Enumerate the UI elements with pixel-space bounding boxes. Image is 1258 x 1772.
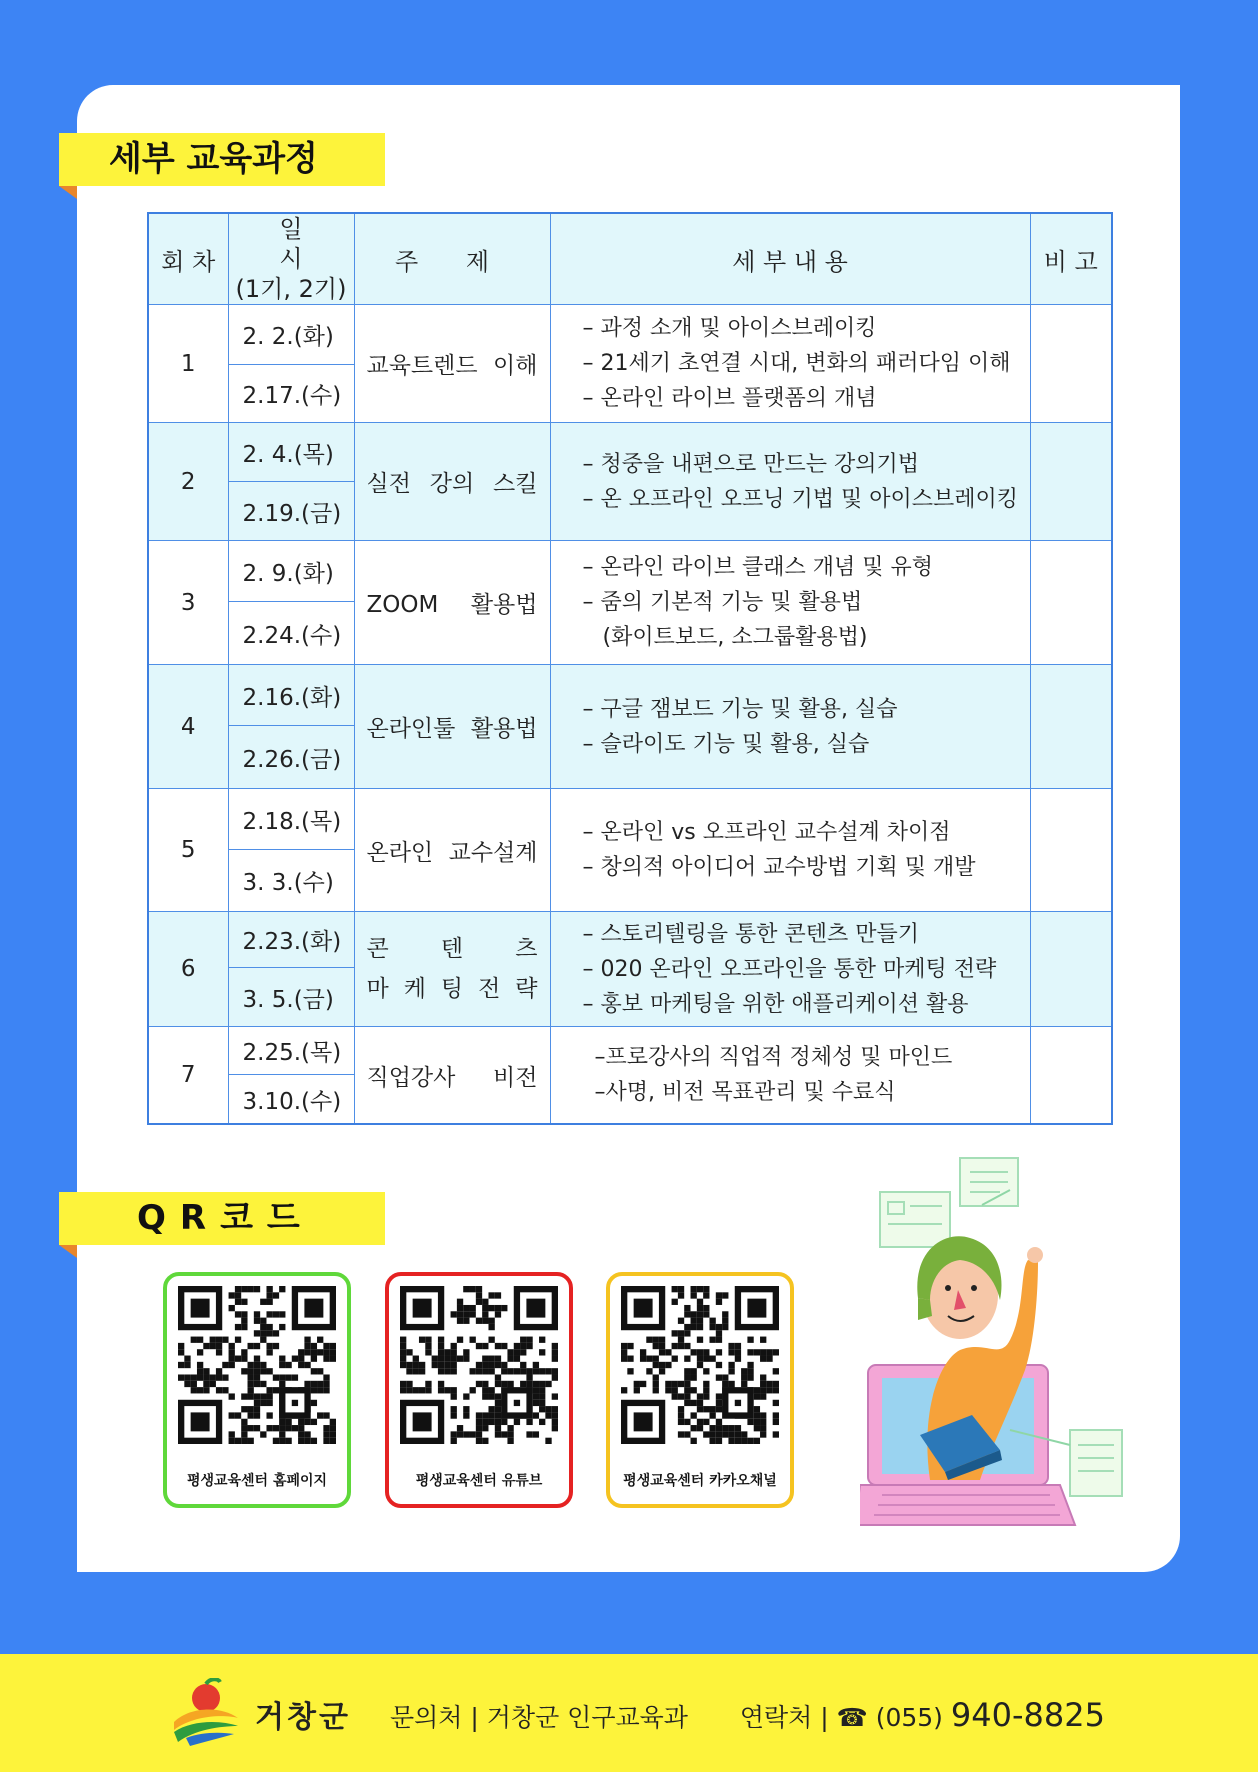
- date-cohort2: 2.17.(수): [228, 365, 354, 423]
- area-code: (055): [875, 1703, 943, 1732]
- table-row: [148, 665, 1112, 726]
- contact-info: [390, 1696, 1105, 1734]
- detail-line: – 21세기 초연결 시대, 변화의 패러다임 이해: [582, 351, 1011, 376]
- laptop-person-illustration: [860, 1150, 1140, 1530]
- qr-code-icon: [400, 1286, 558, 1444]
- details-cell: [550, 912, 1030, 1027]
- topic-line: 마 케 팅 전 략: [366, 976, 538, 1002]
- qr-homepage[interactable]: [163, 1272, 351, 1508]
- session-number: 7: [148, 1027, 228, 1125]
- header-session: 회 차: [148, 213, 228, 305]
- details-cell: [550, 541, 1030, 665]
- header-topic: 주 제: [354, 213, 550, 305]
- qr-caption: 평생교육센터 카카오채널: [623, 1473, 777, 1489]
- detail-line: – 020 온라인 오프라인을 통한 마케팅 전략: [582, 956, 997, 982]
- table-row: [148, 423, 1112, 482]
- contact-label: 연락처 |: [739, 1703, 829, 1732]
- table-row: [148, 789, 1112, 850]
- session-number: 3: [148, 541, 228, 665]
- date-cohort1: 2.23.(화): [228, 912, 354, 968]
- floating-note-icon: [880, 1192, 950, 1247]
- topic-line: 콘 텐 츠: [366, 936, 538, 962]
- detail-line: (화이트보드, 소그룹활용법): [602, 625, 868, 650]
- qr-caption: 평생교육센터 유튜브: [415, 1473, 543, 1489]
- detail-line: – 구글 잼보드 기능 및 활용, 실습: [582, 696, 898, 722]
- detail-line: – 온라인 라이브 플랫폼의 개념: [582, 386, 877, 411]
- table-header-row: [148, 213, 1112, 305]
- note-cell: [1030, 305, 1112, 423]
- table-row: [148, 541, 1112, 602]
- note-cell: [1030, 912, 1112, 1027]
- detail-line: –프로강사의 직업적 정체성 및 마인드: [594, 1045, 953, 1070]
- topic-cell: 교육트렌드 이해: [354, 305, 550, 423]
- floating-note-icon: [1070, 1430, 1122, 1496]
- topic-cell: 온라인툴 활용법: [354, 665, 550, 789]
- floating-note-icon: [960, 1158, 1018, 1206]
- session-number: 6: [148, 912, 228, 1027]
- phone-number: 940-8825: [950, 1696, 1105, 1734]
- session-number: 4: [148, 665, 228, 789]
- date-cohort1: 2. 9.(화): [228, 541, 354, 602]
- date-cohort2: 2.19.(금): [228, 482, 354, 541]
- section-title: 세부 교육과정: [109, 139, 318, 179]
- detail-line: – 창의적 아이디어 교수방법 기획 및 개발: [582, 855, 976, 880]
- geochang-logo-icon: [170, 1678, 242, 1748]
- date-cohort2: 3. 3.(수): [228, 850, 354, 912]
- details-cell: [550, 665, 1030, 789]
- detail-line: – 온라인 라이브 클래스 개념 및 유형: [582, 555, 933, 580]
- topic-cell: 실전 강의 스킬: [354, 423, 550, 541]
- qr-code-icon: [621, 1286, 779, 1444]
- session-number: 1: [148, 305, 228, 423]
- details-cell: [550, 423, 1030, 541]
- topic-cell: 온라인 교수설계: [354, 789, 550, 912]
- topic-cell: ZOOM 활용법: [354, 541, 550, 665]
- detail-line: – 슬라이도 기능 및 활용, 실습: [582, 731, 870, 757]
- date-cohort2: 2.24.(수): [228, 602, 354, 665]
- label-fold: [59, 1245, 77, 1258]
- detail-line: – 청중을 내편으로 만드는 강의기법: [582, 451, 920, 477]
- qr-caption: 평생교육센터 홈페이지: [186, 1473, 328, 1489]
- phone-icon: ☎: [836, 1703, 868, 1732]
- topic-cell: [354, 912, 550, 1027]
- footer: [0, 1654, 1258, 1772]
- date-cohort2: 3. 5.(금): [228, 968, 354, 1027]
- detail-line: – 온라인 vs 오프라인 교수설계 차이점: [582, 820, 951, 845]
- date-cohort1: 2.25.(목): [228, 1027, 354, 1075]
- section-title: QR코드: [137, 1198, 314, 1238]
- note-cell: [1030, 789, 1112, 912]
- header-details: 세 부 내 용: [550, 213, 1030, 305]
- detail-line: –사명, 비전 목표관리 및 수료식: [594, 1080, 896, 1105]
- date-cohort1: 2.18.(목): [228, 789, 354, 850]
- detail-line: – 스토리텔링을 통한 콘텐츠 만들기: [582, 921, 920, 947]
- header-date-line1: 일 시: [279, 215, 323, 273]
- qr-code-icon: [178, 1286, 336, 1444]
- details-cell: [550, 1027, 1030, 1125]
- note-cell: [1030, 665, 1112, 789]
- topic-cell: 직업강사 비전: [354, 1027, 550, 1125]
- date-cohort1: 2.16.(화): [228, 665, 354, 726]
- session-number: 2: [148, 423, 228, 541]
- details-cell: [550, 305, 1030, 423]
- section-label-qr: [59, 1192, 385, 1245]
- detail-line: – 줌의 기본적 기능 및 활용법: [582, 590, 863, 615]
- note-cell: [1030, 423, 1112, 541]
- label-fold: [59, 186, 77, 199]
- date-cohort1: 2. 2.(화): [228, 305, 354, 365]
- table-row: [148, 1027, 1112, 1075]
- course-table: [147, 212, 1113, 1125]
- brand-name: 거창군: [255, 1700, 351, 1735]
- note-cell: [1030, 541, 1112, 665]
- detail-line: – 홍보 마케팅을 위한 애플리케이션 활용: [582, 991, 969, 1017]
- header-date-line2: (1기, 2기): [235, 275, 347, 303]
- session-number: 5: [148, 789, 228, 912]
- inquiry-text: 문의처 | 거창군 인구교육과: [390, 1703, 688, 1732]
- date-cohort1: 2. 4.(목): [228, 423, 354, 482]
- date-cohort2: 3.10.(수): [228, 1075, 354, 1125]
- date-cohort2: 2.26.(금): [228, 726, 354, 789]
- table-row: [148, 305, 1112, 365]
- detail-line: – 온 오프라인 오프닝 기법 및 아이스브레이킹: [582, 486, 1018, 512]
- section-label-course: [59, 133, 385, 186]
- table-row: [148, 912, 1112, 968]
- note-cell: [1030, 1027, 1112, 1125]
- header-note: 비 고: [1030, 213, 1112, 305]
- detail-line: – 과정 소개 및 아이스브레이킹: [582, 316, 877, 341]
- qr-kakao[interactable]: [606, 1272, 794, 1508]
- details-cell: [550, 789, 1030, 912]
- qr-youtube[interactable]: [385, 1272, 573, 1508]
- header-date: [228, 213, 354, 305]
